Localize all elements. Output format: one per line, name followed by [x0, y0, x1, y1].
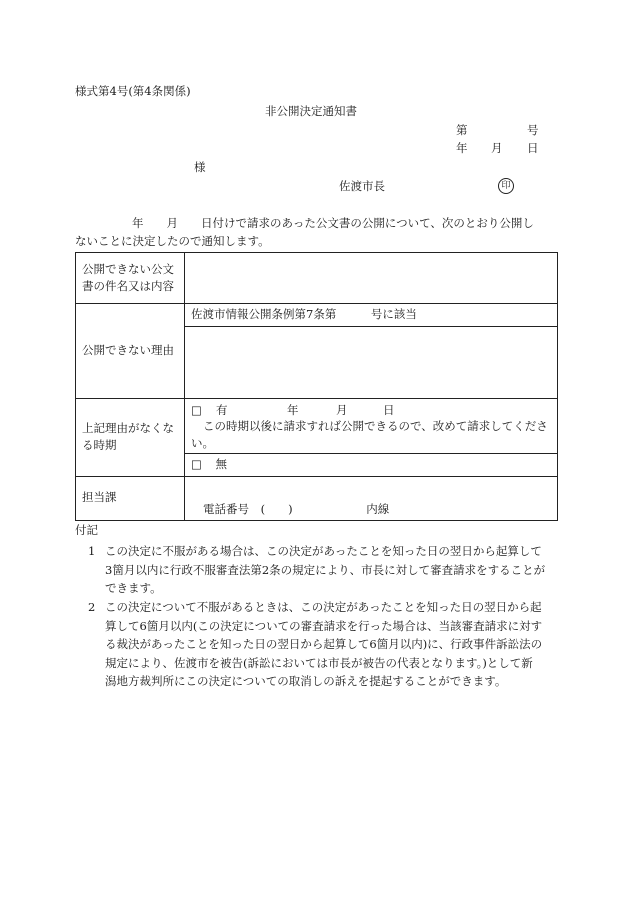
intro-line-1: 年 月 日付けで請求のあった公文書の公開について、次のとおり公開し [132, 216, 534, 230]
note-line: 3箇月以内に行政不服審査法第2条の規定により、市長に対して審査請求をすることが [105, 562, 546, 577]
reason-row [76, 304, 558, 327]
phone-parens[interactable]: ( ) [260, 502, 293, 517]
period-yes-note-1: この時期以後に請求すれば公開できるので、改めて請求してくださ [203, 419, 548, 433]
subject-row [76, 253, 558, 304]
dept-label: 担当課 [76, 476, 185, 520]
reason-label: 公開できない理由 [76, 304, 185, 399]
note-line: できます。 [105, 581, 162, 595]
note-line: この決定について不服があるときは、この決定があったことを知った日の翌日から起 [105, 600, 542, 614]
form-number: 様式第4号(第4条関係) [75, 84, 191, 98]
note-line: 算して6箇月以内(この決定についての審査請求を行った場合は、当該審査請求に対す [105, 618, 543, 633]
note-line: 潟地方裁判所にこの決定についての取消しの訴えを提起することができます。 [105, 674, 507, 688]
period-no-cell [185, 453, 558, 476]
note-line: 規定により、佐渡市を被告(訴訟においては市長が被告の代表となります。)として新 [105, 655, 533, 670]
number-suffix: 号 [527, 123, 539, 137]
subject-label-line-1: 公開できない公文 [82, 261, 174, 276]
period-yes-day: 日 [383, 403, 395, 417]
note-number: 1 [88, 544, 96, 558]
note-line: る裁決があったことを知った日の翌日から起算して6箇月以内)に、行政事件訴訟法の [105, 637, 543, 651]
sender-name: 佐渡市長 [339, 179, 385, 193]
dept-row [76, 476, 558, 520]
phone-label: 電話番号 [203, 502, 249, 517]
period-no-checkbox[interactable]: □ [191, 456, 202, 471]
period-yes-note-2: い。 [191, 436, 214, 451]
number-prefix: 第 [456, 123, 468, 137]
reason-detail[interactable] [185, 327, 558, 399]
decision-table [75, 252, 558, 521]
period-no-label: 無 [215, 456, 228, 471]
period-label-line-2: る時期 [82, 438, 117, 453]
period-row [76, 399, 558, 454]
period-yes-checkbox[interactable]: □ [191, 403, 202, 417]
subject-label-line-2: 書の件名又は内容 [82, 279, 174, 293]
note-number: 2 [88, 600, 96, 614]
period-yes-month: 月 [336, 403, 348, 417]
period-label-line-1: 上記理由がなくな [82, 421, 174, 435]
subject-value[interactable] [185, 253, 558, 304]
extension-label: 内線 [366, 502, 390, 517]
period-yes-cell [185, 399, 558, 454]
date-day: 日 [527, 141, 539, 155]
reason-article[interactable]: 佐渡市情報公開条例第7条第 号に該当 [185, 304, 558, 327]
period-label [76, 399, 185, 477]
period-yes-year: 年 [287, 403, 299, 417]
document-title: 非公開決定通知書 [265, 104, 357, 118]
date-month: 月 [491, 141, 503, 155]
dept-cell [185, 476, 558, 520]
date-year: 年 [456, 141, 468, 155]
subject-label [76, 253, 185, 304]
seal-mark: 印 [498, 178, 514, 194]
notes-heading: 付記 [75, 523, 98, 537]
addressee-suffix: 様 [194, 160, 206, 174]
period-yes-label: 有 [216, 403, 228, 417]
note-line: この決定に不服がある場合は、この決定があったことを知った日の翌日から起算して [105, 544, 542, 558]
intro-line-2: ないことに決定したので通知します。 [75, 234, 270, 248]
